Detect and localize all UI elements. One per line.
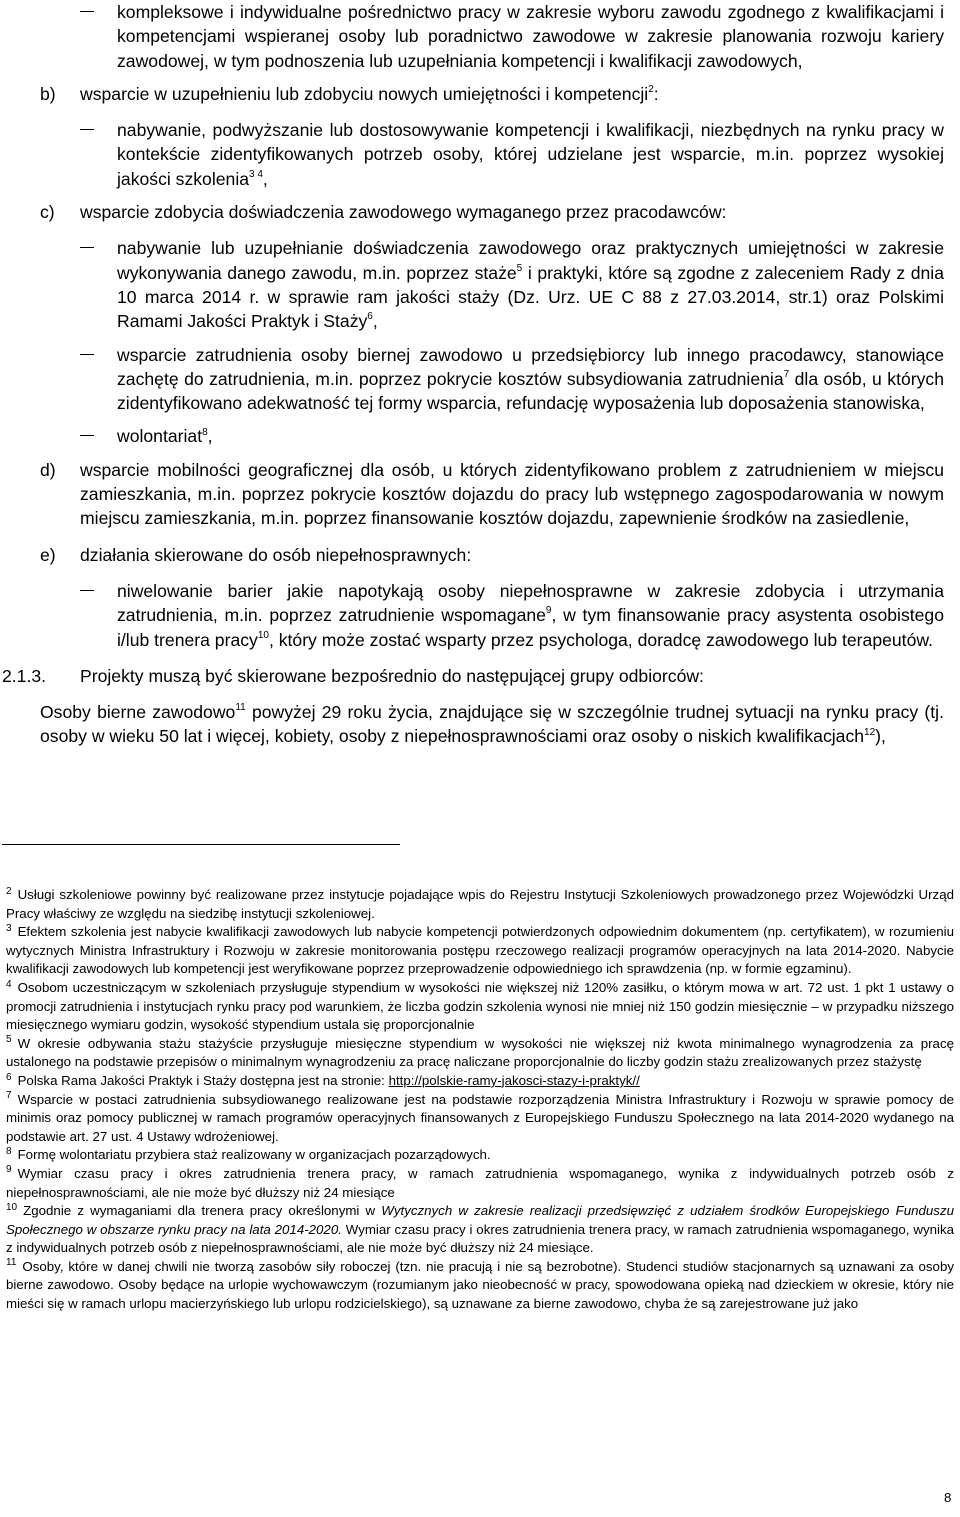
footnote-text: Wymiar czasu pracy i okres zatrudnienia trenera pracy, w ramach zatrudnienia wspomaganego, wynika z indywidualnych potrzeb osób z niepełnosprawnościami, ale nie może być dłuższy niż 24 miesiące [6, 1165, 954, 1200]
list-item-d [0, 458, 960, 531]
footnote-number: 6 [6, 1071, 12, 1083]
item-text: nabywanie lub uzupełnianie doświadczenia zawodowego oraz praktycznych umiejętności w zakresie wykonywania danego zawodu, m.in. poprzez staże [117, 238, 944, 283]
item-text-tail: , [207, 426, 213, 447]
footnote-2 [6, 886, 954, 923]
footnote-5 [6, 1035, 954, 1072]
footnote-number: 5 [6, 1034, 12, 1046]
item-text: wsparcie zdobycia doświadczenia zawodowego wymaganego przez pracodawców: [80, 202, 727, 223]
item-text: , w tym finansowanie pracy asystenta osobistego i/lub trenera pracy [117, 605, 944, 650]
footnote-ref: 5 [516, 262, 523, 274]
footnote-separator [2, 844, 400, 845]
item-text: wsparcie w uzupełnieniu lub zdobyciu nowych umiejętności i kompetencji [80, 83, 649, 104]
footnote-text: Wsparcie w postaci zatrudnienia subsydiowanego realizowane jest na podstawie rozporządzenia Ministra Infrastruktury i Rozwoju w sprawie pomocy de minimis oraz pomocy publicznej w ramach programów operacyjnych finansowanych z Europejskiego Funduszu Społecznego na lata 2014-2020 wydanego na podstawie art. 27 ust. 4 Ustawy wdrożeniowej. [6, 1091, 954, 1144]
page-number: 8 [944, 1490, 952, 1505]
polska-rama-link[interactable]: http://polskie-ramy-jakosci-stazy-i-praktyk// [388, 1072, 640, 1088]
item-marker: c) [40, 202, 55, 223]
list-item-dash [0, 579, 960, 652]
footnote-ref: 9 [545, 605, 552, 617]
item-text-tail: , [372, 311, 378, 332]
footnote-3 [6, 923, 954, 979]
footnote-ref: 6 [367, 311, 373, 323]
footnote-10 [6, 1202, 954, 1258]
para-text: Osoby bierne zawodowo [40, 702, 236, 723]
list-item-dash [0, 343, 960, 416]
dash-bullet [80, 129, 94, 130]
footnote-4 [6, 979, 954, 1035]
dash-bullet [80, 247, 94, 248]
list-item-dash [0, 118, 960, 191]
footnote-ref: 10 [257, 629, 269, 641]
list-item-b [0, 82, 960, 106]
item-text: działania skierowane do osób niepełnosprawnych: [80, 544, 472, 565]
footnote-ref: 2 [648, 84, 654, 96]
dash-bullet [80, 11, 94, 12]
footnote-number: 9 [6, 1164, 12, 1176]
footnote-8 [6, 1146, 954, 1165]
list-item-e [0, 543, 960, 567]
footnote-text: Polska Rama Jakości Praktyk i Staży dostępna jest na stronie: [17, 1072, 389, 1088]
footnote-text: Wymiar czasu pracy i okres zatrudnienia trenera pracy, w ramach zatrudnienia wspomaganego, wynika z indywidualnych potrzeb osób z niepełnosprawnościami, ale nie może być dłuższy niż 24 miesiące. [6, 1221, 954, 1256]
item-text: wsparcie zatrudnienia osoby biernej zawodowo u przedsiębiorcy lub innego pracodawcy, stanowiące zachętę do zatrudnienia, m.in. poprzez pokrycie kosztów subsydiowania zatrudnienia [117, 344, 944, 389]
list-item-c [0, 200, 960, 224]
item-marker: b) [40, 83, 56, 104]
footnote-number: 10 [6, 1201, 18, 1213]
footnote-text: Osobom uczestniczącym w szkoleniach przysługuje stypendium w wysokości nie większej niż 120% zasiłku, o którym mowa w art. 72 ust. 1 pkt 1 ustawy o promocji zatrudnienia i instytucjach rynku pracy pod warunkiem, że liczba godzin szkolenia wynosi nie mniej niż 150 godzin miesięcznie – w przypadku niższego miesięcznego wymiaru godzin, wysokość stypendium ustala się proporcjonalnie [6, 979, 954, 1033]
footnote-6 [6, 1072, 954, 1091]
list-item-dash [0, 0, 960, 73]
footnote-number: 4 [6, 978, 12, 990]
item-text-tail: , [262, 168, 268, 189]
dash-bullet [80, 354, 94, 355]
item-text: dla osób, u których zidentyfikowano adekwatność tej formy wsparcia, refundację wyposażenia lub doposażenia stanowiska, [117, 368, 944, 414]
item-text: nabywanie, podwyższanie lub dostosowywanie kompetencji i kwalifikacji, niezbędnych na rynku pracy w kontekście zidentyfikowanych potrzeb osoby, której udzielane jest wsparcie, m.in. poprzez wysokiej jakości szkolenia [117, 120, 944, 189]
item-text: wsparcie mobilności geograficznej dla osób, u których zidentyfikowano problem z zatrudnieniem w miejscu zamieszkania, m.in. poprzez pokrycie kosztów dojazdu do pracy lub wstępnego zagospodarowania w nowym miejscu zamieszkania, m.in. poprzez finansowanie kosztów dojazdu, zapewnienie środków na zasiedlenie, [80, 459, 944, 529]
para-text: powyżej 29 roku życia, znajdujące się w szczególnie trudnej sytuacji na rynku pracy (tj. osoby w wieku 50 lat i więcej, kobiety, osoby z niepełnosprawnościami oraz osoby o niskich kwalifikacjach [40, 702, 944, 747]
footnote-number: 11 [6, 1257, 17, 1269]
footnote-text: Zgodnie z wymaganiami dla trenera pracy określonymi w [23, 1203, 382, 1219]
list-item-dash [0, 236, 960, 333]
para-text-tail: ), [875, 726, 886, 747]
section-number: 2.1.3. [2, 665, 47, 686]
main-content [0, 0, 960, 749]
footnote-text: Osoby, które w danej chwili nie tworzą zasobów siły roboczej (tzn. nie pracują i nie są bezrobotne). Studenci studiów stacjonarnych są uznawani za osoby bierne zawodowo. Osoby będące na urlopie wychowawczym (rozumianym jako nieobecność w pracy, spowodowana opieką nad dzieckiem w okresie, który nie mieści się w ramach urlopu macierzyńskiego lub urlopu rodzicielskiego), są uznawane za bierne zawodowo, chyba że są zarejestrowane już jako [6, 1258, 954, 1312]
footnote-text: Formę wolontariatu przybiera staż realizowany w organizacjach pozarządowych. [17, 1147, 491, 1163]
footnote-ref: 12 [864, 726, 876, 738]
footnote-number: 8 [6, 1145, 12, 1157]
dash-bullet [80, 435, 94, 436]
paragraph [0, 700, 960, 749]
item-text: , który może zostać wsparty przez psychologa, doradcę zawodowego lub terapeutów. [268, 629, 933, 650]
footnote-9 [6, 1165, 954, 1202]
item-text: niwelowanie barier jakie napotykają osoby niepełnosprawne w zakresie zdobycia i utrzymania zatrudnienia, m.in. poprzez zatrudnienie wspomagane [117, 580, 944, 626]
section-heading [0, 664, 960, 688]
footnote-text: Usługi szkoleniowe powinny być realizowane przez instytucje pojadające wpis do Rejestru Instytucji Szkoleniowych prowadzonego przez Wojewódzki Urząd Pracy właściwy ze względu na siedzibę instytucji szkoleniowej. [6, 887, 954, 921]
item-marker: d) [40, 459, 56, 480]
footnote-number: 3 [6, 922, 12, 934]
footnote-text-italic: Wytycznych w zakresie realizacji przedsięwzięć z udziałem środków Europejskiego Funduszu Społecznego w obszarze rynku pracy na lata 2014-2020. [6, 1203, 955, 1237]
footnotes [6, 886, 954, 1314]
footnote-number: 2 [6, 885, 12, 897]
footnote-ref: 8 [202, 426, 208, 438]
section-title: Projekty muszą być skierowane bezpośrednio do następującej grupy odbiorców: [80, 665, 704, 686]
list-item-dash [0, 424, 960, 448]
footnote-text: Efektem szkolenia jest nabycie kwalifikacji zawodowych lub nabycie kompetencji potwierdzonych odpowiednim dokumentem (np. certyfikatem), w rozumieniu wytycznych Ministra Infrastruktury i Rozwoju w zakresie monitorowania postępu rzeczowego realizacji programów operacyjnych na lata 2014-2020. Nabycie kwalifikacji zawodowych lub kompetencji jest weryfikowane poprzez przeprowadzenie odpowiedniego ich sprawdzenia (np. w formie egzaminu). [6, 924, 954, 977]
item-text-tail: : [653, 83, 659, 104]
footnote-number: 7 [6, 1090, 12, 1102]
footnote-11 [6, 1258, 954, 1314]
footnote-7 [6, 1091, 954, 1147]
item-marker: e) [40, 544, 56, 565]
footnote-text: W okresie odbywania stażu stażyście przysługuje miesięczne stypendium w wysokości nie większej niż kwota minimalnego wynagrodzenia za pracę ustalonego na podstawie przepisów o minimalnym wynagrodzeniu za pracę naliczane proporcjonalnie do liczby godzin stażu zrealizowanych przez stażystę [6, 1035, 954, 1070]
item-text: kompleksowe i indywidualne pośrednictwo pracy w zakresie wyboru zawodu zgodnego z kwalifikacjami i kompetencjami wspieranej osoby lub poradnictwo zawodowe w zakresie planowania rozwoju kariery zawodowej, w tym podnoszenia lub uzupełniania kompetencji i kwalifikacji zawodowych, [117, 2, 944, 71]
dash-bullet [80, 590, 94, 591]
footnote-ref: 7 [783, 369, 790, 380]
footnote-ref: 3 4 [249, 168, 263, 180]
item-text: wolontariat [117, 426, 203, 447]
item-text: i praktyki, które są zgodne z zaleceniem Rady z dnia 10 marca 2014 r. w sprawie ram jakości staży (Dz. Urz. UE C 88 z 27.03.2014, str.1) oraz Polskimi Ramami Jakości Praktyk i Staży [117, 262, 944, 332]
footnote-ref: 11 [235, 702, 246, 714]
